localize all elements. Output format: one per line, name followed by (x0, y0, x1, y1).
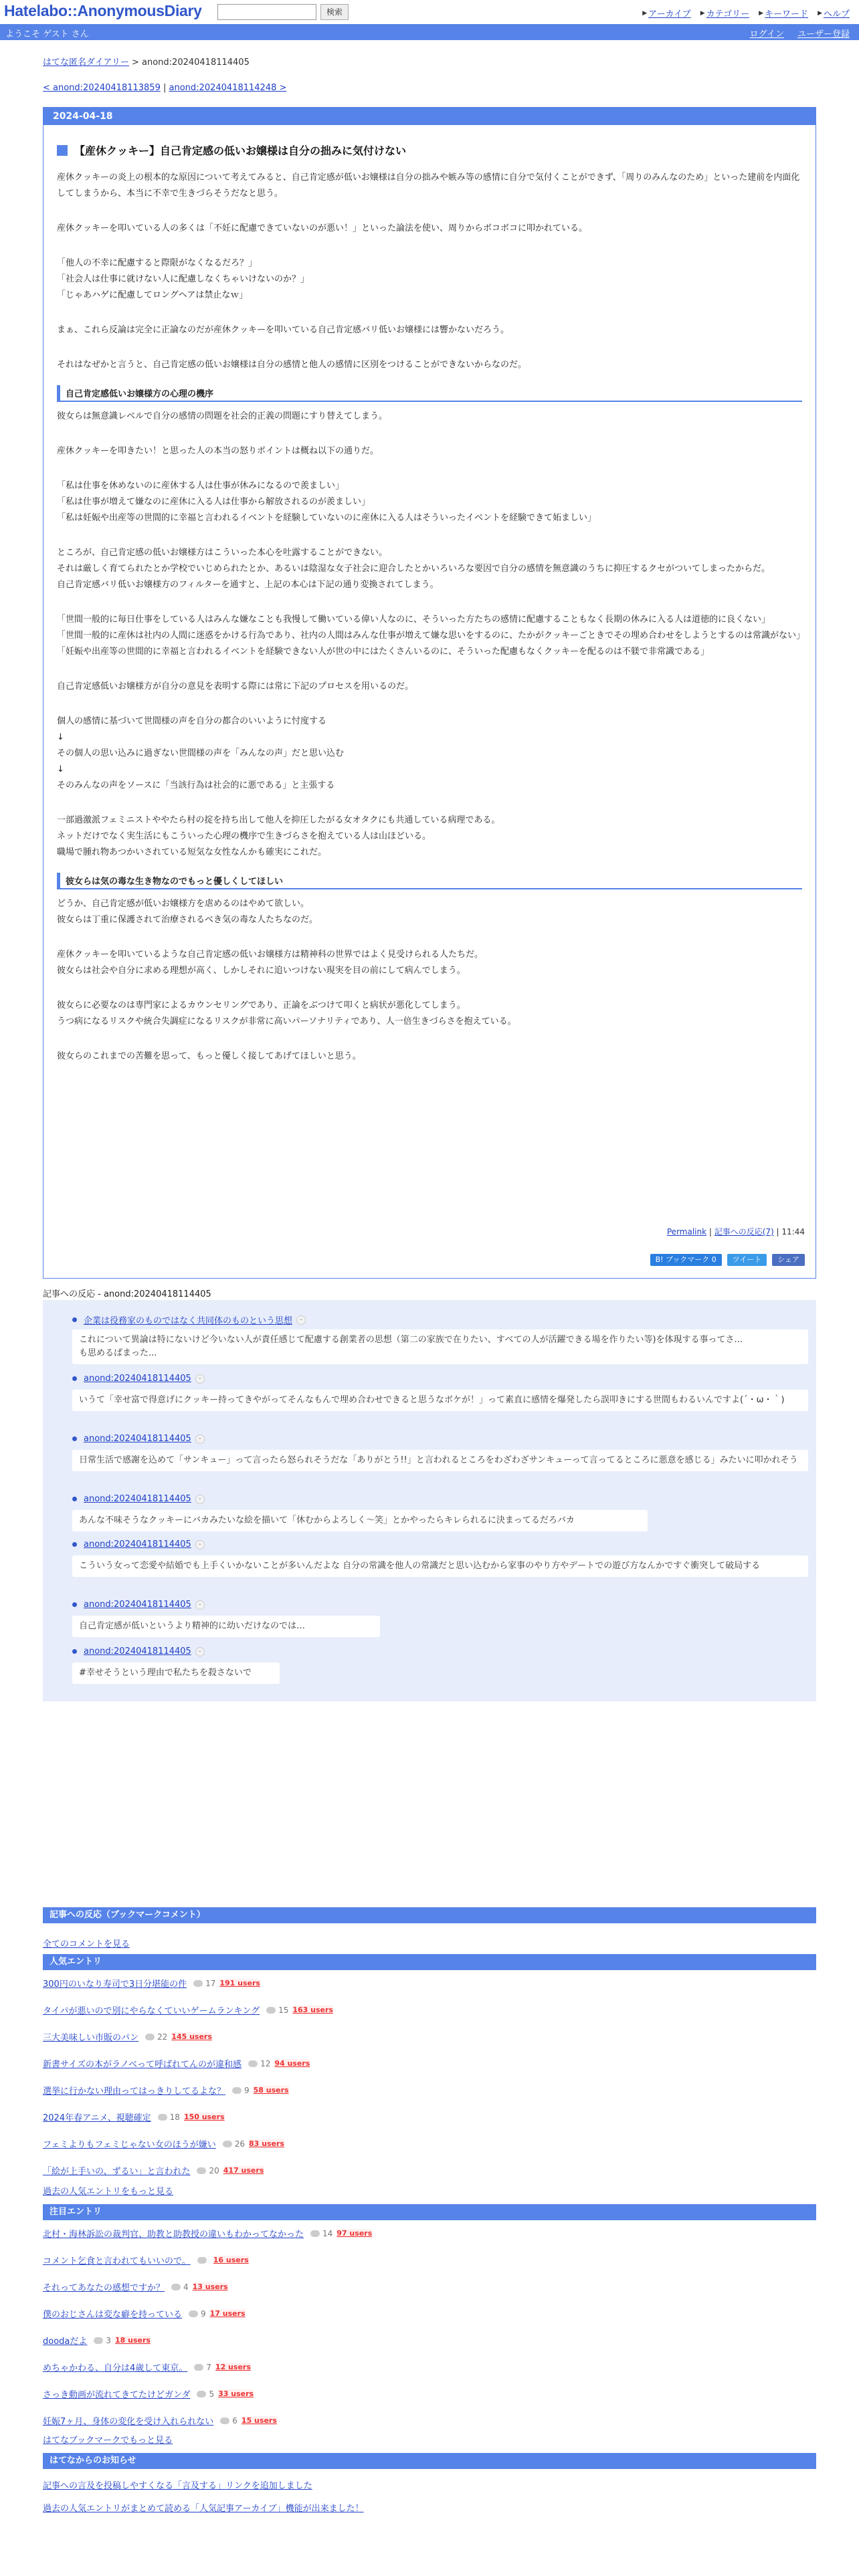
flow-arrow: ↓ (57, 732, 64, 742)
collapse-icon[interactable]: - (195, 1647, 205, 1656)
entry-list-item (43, 2111, 225, 2123)
collapse-icon[interactable]: - (195, 1374, 205, 1384)
ref-body (72, 1390, 808, 1411)
bullet-icon (72, 1602, 77, 1607)
nav-category-link[interactable]: カテゴリー (706, 9, 750, 19)
entry-list-link[interactable]: 2024年春アニメ、視聴確定 (43, 2113, 151, 2123)
body-paragraph: それは厳しく育てられたとか学校でいじめられたとか、あるいは陰湿な女子社会に迎合したとかいろいろな要因で自分の感情を無意識のうちに抑圧するクセがついてしまったからだ。 (57, 564, 771, 574)
nav-keyword-link[interactable]: キーワード (765, 9, 809, 19)
entry-list-item (43, 2004, 333, 2016)
bullet-icon (72, 1649, 77, 1654)
body-paragraph: それはなぜかと言うと、自己肯定感の低いお嬢様は自分の感情と他人の感情に区別をつけることができないからなのだ。 (57, 360, 527, 370)
bookmark-users-badge[interactable]: 18 users (115, 2336, 151, 2345)
comment-count (158, 2113, 180, 2122)
quote-line: 「他人の不幸に配慮すると際限がなくなるだろ？」 (57, 258, 258, 268)
entry-list-link[interactable]: フェミよりもフェミじゃない女のほうが嫌い (43, 2140, 216, 2150)
comment-count-value: 4 (183, 2282, 189, 2292)
ref-title[interactable]: 企業は役務家のものではなく共同体のものという思想 (84, 1316, 293, 1326)
comment-count (266, 2006, 288, 2015)
entry-list-link[interactable]: めちゃかわる、自分は4歳して東京。 (43, 2363, 188, 2373)
comment-count (193, 1979, 215, 1988)
comment-bubble-icon (220, 2418, 229, 2424)
ref-title[interactable]: anond:20240418114405 (84, 1374, 191, 1384)
bookmark-users-badge[interactable]: 417 users (223, 2166, 264, 2175)
body-paragraph: ネットだけでなく実生活にもこういった心理の機序で生きづらさを抱えている人は山ほどいる。 (57, 831, 432, 841)
entry-list-item (43, 2164, 264, 2177)
facebook-share-button[interactable]: シェア (772, 1254, 805, 1266)
ref-item (72, 1313, 743, 1358)
nav-archive[interactable] (642, 7, 691, 19)
body-paragraph: 産休クッキーを叩いているような自己肯定感の低いお嬢様方は精神科の世界ではよく見受けられる人たちだ。 (57, 950, 484, 960)
entry-list-item (43, 2084, 289, 2097)
top-bar (0, 0, 859, 24)
flow-line: その個人の思い込みに過ぎない世間様の声を「みんなの声」だと思い込む (57, 748, 345, 758)
breadcrumb-sep: > (128, 58, 142, 68)
ref-item (72, 1539, 761, 1571)
flow-arrow: ↓ (57, 764, 64, 774)
entry-list-item (43, 2414, 277, 2427)
ref-title[interactable]: anond:20240418114405 (84, 1434, 191, 1444)
comment-count (223, 2139, 245, 2149)
ref-item (72, 1646, 252, 1678)
quote-line: 「じゃあハゲに配慮してロングヘアは禁止なｗ」 (57, 290, 248, 300)
search-button[interactable]: 検索 (320, 4, 349, 20)
entry-list-item (43, 2030, 212, 2043)
comment-count-value: 5 (209, 2389, 215, 2399)
subheading: 彼女らは気の毒な生き物なのでもっと優しくしてほしい (57, 873, 802, 889)
bookmark-users-badge[interactable]: 191 users (219, 1979, 260, 1988)
collapse-icon[interactable]: - (195, 1540, 205, 1549)
body-paragraph: 彼女らは社会や自分に求める理想が高く、しかしそれに追いつけない現実を目の前にして病んでしまう。 (57, 966, 466, 976)
comment-count-value: 26 (234, 2139, 245, 2149)
body-paragraph: 産休クッキーを叩いている人の多くは「不妊に配慮できていないのが悪い！」といった論法を使い、周りからボコボコに叩かれている。 (57, 223, 588, 233)
ref-title[interactable]: anond:20240418114405 (84, 1646, 191, 1656)
ref-body (72, 1510, 648, 1531)
entry-footer: Permalink | 記事への反応(7) | 11:44 (666, 1227, 805, 1237)
prev-next-nav (43, 83, 286, 93)
entry-title (57, 142, 802, 158)
comment-count (197, 2257, 209, 2264)
login-link[interactable]: ログイン (749, 29, 784, 39)
hatena-bookmark-button[interactable]: B! ブックマーク 0 (650, 1254, 722, 1266)
entry-list-item (43, 2280, 228, 2293)
entry-list-item (43, 2387, 254, 2400)
entry-body (57, 170, 802, 373)
triangle-icon: ▶ (818, 9, 822, 17)
ref-body (72, 1450, 808, 1471)
popular-more-link[interactable]: 過去の人気エントリをもっと見る (43, 2187, 174, 2197)
bookmark-users-badge[interactable]: 16 users (213, 2256, 249, 2264)
comment-count-value: 14 (322, 2228, 333, 2238)
body-paragraph: 職場で腫れ物あつかいされている短気な女性なんかも確実にこれだ。 (57, 847, 327, 857)
user-bar (0, 24, 859, 40)
ref-title[interactable]: anond:20240418114405 (84, 1494, 191, 1504)
comment-count (194, 2363, 211, 2372)
comment-count (189, 2309, 206, 2319)
diary-entry (43, 107, 816, 1279)
ref-item (72, 1600, 306, 1631)
ref-text: いうて「幸せ富で得意げにクッキー持ってきやがってそんなもんで埋め合わせできると思うなボケが！」って素直に感情を爆発したら誤叩きにする世間もわるいんですよ(´・ω・｀) (79, 1395, 785, 1405)
comment-count-value: 15 (278, 2005, 289, 2015)
entry-list-item (43, 2137, 284, 2150)
entry-list-item (43, 2057, 310, 2070)
comment-count (220, 2416, 237, 2426)
entry-list-link[interactable]: doodaだよ (43, 2337, 88, 2347)
comment-count (197, 2166, 219, 2175)
refs-list (43, 1300, 816, 1701)
collapse-icon[interactable]: - (296, 1315, 306, 1325)
comment-bubble-icon (232, 2087, 242, 2094)
triangle-icon: ▶ (642, 9, 648, 17)
ref-text: も思めるぱまった... (79, 1348, 157, 1358)
breadcrumb-home[interactable]: はてな匿名ダイアリー (43, 58, 129, 68)
collapse-icon[interactable]: - (195, 1600, 205, 1610)
tweet-button[interactable]: ツイート (727, 1254, 767, 1266)
body-paragraph: どうか、自己肯定感が低いお嬢様方を虐めるのはやめて欲しい。 (57, 899, 310, 909)
nav-help[interactable] (818, 7, 850, 19)
body-paragraph: 彼女らは丁重に保護されて治療されるべき気の毒な人たちなのだ。 (57, 915, 318, 925)
next-entry-link[interactable]: anond:20240418114248 > (169, 83, 287, 93)
bookmark-users-badge[interactable]: 17 users (209, 2309, 246, 2318)
square-icon (57, 145, 68, 156)
comment-bubble-icon (145, 2034, 155, 2040)
prev-next-sep: | (160, 83, 169, 93)
bullet-icon (72, 1376, 77, 1381)
entry-date: 2024-04-18 (43, 108, 816, 125)
bookmark-comments-header: 記事への反応（ブックマークコメント） (43, 1907, 816, 1923)
comment-count (145, 2032, 167, 2042)
comment-count-value: 22 (157, 2032, 168, 2042)
entry-section (43, 125, 816, 1065)
entry-list-link[interactable]: 300円のいなり寿司で3日分堪能の件 (43, 1979, 187, 1990)
quote-line: 「私は妊娠や出産等の世間的に幸福と言われるイベントを経験していないのに産休に入る人はそういったイベントを経験できて妬ましい」 (57, 513, 597, 523)
comment-count (171, 2282, 189, 2292)
body-paragraph: ところが、自己肯定感の低いお嬢様方はこういった本心を吐露することができない。 (57, 548, 388, 558)
comment-count-value: 9 (201, 2309, 206, 2319)
ref-item (72, 1374, 785, 1405)
all-comments-link[interactable]: 全てのコメントを見る (43, 1939, 130, 1949)
ref-text: こういう女って恋愛や結婚でも上手くいかないことが多いんだよな 自分の常識を他人の常識だと思い込むから家事のやり方やデートでの遊び方なんかですぐ衝突して破局する (79, 1561, 761, 1571)
entry-list-link[interactable]: さっき動画が流れてきてたけどガンダ (43, 2390, 191, 2400)
body-paragraph: まぁ、これら反論は完全に正論なのだが産休クッキーを叩いている自己肯定感バリ低いお嬢様には響かないだろう。 (57, 325, 510, 335)
attention-more-link[interactable]: はてなブックマークでもっと見る (43, 2436, 173, 2446)
subheading: 自己肯定感低いお嬢様方の心理の機序 (57, 385, 802, 402)
body-paragraph: 自己肯定感低いお嬢様方が自分の意見を表明する際には常に下記のプロセスを用いるのだ。 (57, 681, 414, 691)
register-link[interactable]: ユーザー登録 (797, 29, 850, 39)
nav-help-link[interactable]: ヘルプ (823, 9, 850, 19)
comment-count-value: 7 (206, 2362, 211, 2372)
bookmark-users-badge[interactable]: 58 users (253, 2086, 289, 2095)
entry-list-item (43, 2334, 151, 2347)
popular-header: 人気エントリ (43, 1954, 816, 1970)
body-paragraph: 産休クッキーを叩きたい！と思った人の本当の怒りポイントは概ね以下の通りだ。 (57, 446, 379, 456)
body-paragraph: 彼女らに必要なのは専門家によるカウンセリングであり、正論をぶつけて叩くと病状が悪化してしまう。 (57, 1000, 466, 1010)
ref-title[interactable]: anond:20240418114405 (84, 1600, 191, 1610)
ref-body (72, 1555, 808, 1577)
site-logo[interactable]: Hatelabo::AnonymousDiary (4, 2, 202, 19)
entry-list-item (43, 2254, 249, 2266)
entry-list-link[interactable]: 僕のおじさんは変な癖を持っている (43, 2310, 183, 2320)
welcome-text: ようこそ ゲスト さん (5, 29, 89, 39)
ref-title[interactable]: anond:20240418114405 (84, 1539, 191, 1549)
comment-bubble-icon (197, 2391, 206, 2397)
comment-count-value: 17 (205, 1978, 216, 1988)
entry-list-link[interactable]: 新書サイズの本がラノベって呼ばれてんのが違和感 (43, 2060, 242, 2070)
breadcrumb (43, 55, 250, 68)
bookmark-users-badge[interactable]: 94 users (274, 2059, 310, 2068)
nav-archive-link[interactable]: アーカイブ (648, 9, 691, 19)
bookmark-users-badge[interactable]: 83 users (248, 2139, 284, 2148)
ref-body (72, 1329, 808, 1364)
attention-header: 注目エントリ (43, 2204, 816, 2220)
notice-link[interactable]: 過去の人気エントリがまとめて読める「人気記事アーカイブ」機能が出来ました！ (43, 2504, 364, 2514)
quote-line: 「妊娠や出産等の世間的に幸福と言われるイベントを経験できない人が世の中にはたくさんいるのに、そういった配慮もなくクッキーを配るのは不躾で非常識である」 (57, 647, 710, 657)
comment-bubble-icon (171, 2284, 181, 2290)
bookmark-users-badge[interactable]: 145 users (171, 2032, 212, 2041)
comment-count-value: 6 (232, 2416, 237, 2426)
comment-bubble-icon (266, 2007, 276, 2014)
entry-list-item (43, 2307, 246, 2320)
entry-list-link[interactable]: 北村・海林訴訟の裁判官、助教と助教授の違いもわかってなかった (43, 2230, 304, 2240)
entry-list-item (43, 2361, 251, 2373)
bullet-icon (72, 1436, 77, 1441)
comment-bubble-icon (94, 2337, 103, 2344)
comment-bubble-icon (189, 2311, 198, 2317)
search-input[interactable] (217, 4, 316, 20)
entry-list-link[interactable]: タイパが悪いので別にやらなくていいゲームランキング (43, 2006, 260, 2016)
entry-list-link[interactable]: コメント乞食と言われてもいいので。 (43, 2256, 191, 2266)
body-paragraph: 彼女らのこれまでの苦難を思って、もっと優しく接してあげてほしいと思う。 (57, 1051, 361, 1061)
bookmark-users-badge[interactable]: 150 users (183, 2113, 225, 2121)
bullet-icon (72, 1542, 77, 1547)
body-paragraph: うつ病になるリスクや統合失調症になるリスクが非常に高いパーソナリティであり、人一倍生きづらさを抱えている。 (57, 1016, 516, 1027)
comment-count (197, 2389, 214, 2399)
top-nav (642, 7, 850, 19)
notice-header: はてなからのお知らせ (43, 2453, 816, 2469)
comment-count-value: 3 (106, 2335, 112, 2345)
bullet-icon (72, 1497, 77, 1501)
comment-bubble-icon (194, 2364, 203, 2371)
entry-time: 11:44 (781, 1227, 805, 1237)
bullet-icon (72, 1317, 77, 1322)
comment-bubble-icon (197, 2257, 207, 2264)
triangle-icon: ▶ (759, 9, 764, 17)
quote-line: 「世間一般的に産休は社内の人間に迷惑をかける行為であり、社内の人間はみんな仕事が増えて嫌な思いをするのに、たかがクッキーごときでその埋め合わせをしようとするのは常識がない」 (57, 631, 805, 641)
comment-count-value: 20 (209, 2165, 219, 2175)
ref-text: 自己肯定感が低いというより精神的に幼いだけなのでは… (79, 1621, 306, 1631)
entry-list-link[interactable]: 三大美味しい市販のパン (43, 2033, 139, 2043)
entry-title-link[interactable]: 【産休クッキー】自己肯定感の低いお嬢様は自分の拙みに気付けない (74, 144, 407, 157)
comment-count (232, 2086, 250, 2095)
entry-list-link[interactable]: 妊娠7ヶ月、身体の変化を受け入れられない (43, 2417, 214, 2427)
nav-keyword[interactable] (759, 7, 808, 19)
entry-list-item (43, 1977, 260, 1990)
ref-item (72, 1494, 575, 1525)
comment-bubble-icon (193, 1980, 203, 1987)
bookmark-users-badge[interactable]: 12 users (215, 2363, 251, 2371)
entry-list-item (43, 2227, 372, 2240)
share-buttons (650, 1254, 805, 1266)
bookmark-users-badge[interactable]: 33 users (218, 2389, 254, 2398)
ref-text: あんな不味そうなクッキーにバカみたいな絵を描いて「休むからよろしく～笑」とかやったらキレられるに決まってるだろバカ (79, 1515, 575, 1525)
ref-item (72, 1434, 798, 1465)
ref-text: これについて異論は特にないけど今いない人が責任感じて配慮する創業者の思想（第二の家族で在りたい、すべての人が活躍できる場を作りたい等)を体現する事ってさ... (79, 1335, 743, 1345)
nav-category[interactable] (700, 7, 749, 19)
comment-bubble-icon (197, 2167, 206, 2174)
refs-title: 記事への反応 - anond:20240418114405 (43, 1289, 211, 1299)
prev-entry-link[interactable]: < anond:20240418113859 (43, 83, 161, 93)
permalink[interactable]: Permalink (666, 1227, 707, 1237)
notice-link[interactable]: 記事への言及を投稿しやすくなる「言及する」リンクを追加しました (43, 2481, 312, 2491)
comment-bubble-icon (248, 2060, 258, 2067)
body-paragraph: 自己肯定感バリ低いお嬢様方のフィルターを通すと、上記の本心は下記の通り変換されてしまう。 (57, 580, 439, 590)
comment-bubble-icon (223, 2141, 232, 2147)
bookmark-users-badge[interactable]: 97 users (337, 2229, 373, 2238)
quote-line: 「私は仕事が増えて嫌なのに産休に入る人は仕事から解放されるのが羨ましい」 (57, 497, 371, 507)
body-paragraph: 彼女らは無意識レベルで自分の感情の問題を社会的正義の問題にすり替えてしまう。 (57, 411, 388, 421)
entry-list-link[interactable]: 選挙に行かない理由ってはっきりしてるよな？ (43, 2086, 226, 2097)
comment-count-value: 18 (169, 2112, 180, 2122)
collapse-icon[interactable]: - (195, 1495, 205, 1504)
entry-body (57, 896, 802, 1065)
entry-list-link[interactable]: それってあなたの感想ですか？ (43, 2283, 165, 2293)
breadcrumb-current: anond:20240418114405 (142, 58, 250, 68)
comment-count (310, 2229, 332, 2238)
bookmark-users-badge[interactable]: 163 users (292, 2006, 333, 2014)
bookmark-users-badge[interactable]: 13 users (192, 2282, 228, 2291)
body-paragraph: 産休クッキーの炎上の根本的な原因について考えてみると、自己肯定感が低いお嬢様は自分の拙みや嫉み等の感情に自分で気付くことができず、「周りのみんなのため」といった建前を内面化してしまうから、本当に不幸で生きづらそうだなと思う。 (57, 173, 800, 199)
comment-count (94, 2336, 111, 2345)
entry-body (57, 409, 805, 861)
flow-line: そのみんなの声をソースに「当該行為は社会的に悪である」と主張する (57, 780, 335, 790)
entry-list-link[interactable]: 「絵が上手いの、ずるい」と言われた (43, 2167, 191, 2177)
body-paragraph: 一部過激派フェミニストややたら村の掟を持ち出して他人を抑圧したがる女オタクにも共通している病理である。 (57, 815, 500, 825)
flow-line: 個人の感情に基づいて世間様の声を自分の都合のいいように忖度する (57, 716, 327, 726)
ref-body (72, 1662, 280, 1684)
quote-line: 「私は仕事を休めないのに産休する人は仕事が休みになるので羨ましい」 (57, 481, 345, 491)
triangle-icon: ▶ (700, 9, 705, 17)
comment-bubble-icon (310, 2230, 320, 2237)
comment-count-value: 12 (260, 2058, 271, 2068)
comment-bubble-icon (158, 2114, 167, 2121)
quote-line: 「社会人は仕事に就けない人に配慮しなくちゃいけないのか？」 (57, 274, 310, 284)
ref-body (72, 1616, 380, 1637)
collapse-icon[interactable]: - (195, 1434, 205, 1444)
bookmark-users-badge[interactable]: 15 users (241, 2416, 277, 2425)
refs-count-link[interactable]: 記事への反応(7) (714, 1227, 774, 1237)
quote-line: 「世間一般的に毎日仕事をしている人はみんな嫌なことも我慢して働いている偉い人なのに、そういった方たちの感情に配慮することもなく長期の休みに入る人は道徳的に良くない」 (57, 615, 771, 625)
ref-text: #幸せそうという理由で私たちを殺さないで (79, 1668, 252, 1678)
comment-count-value: 9 (244, 2085, 250, 2095)
comment-count (248, 2059, 270, 2068)
ref-text: 日常生活で感謝を込めて「サンキュー」って言ったら怒られそうだな「ありがとう!!」と言われるところをわざわざサンキューって言ってるところに悪意を感じる」みたいに叩かれそう (79, 1455, 798, 1465)
